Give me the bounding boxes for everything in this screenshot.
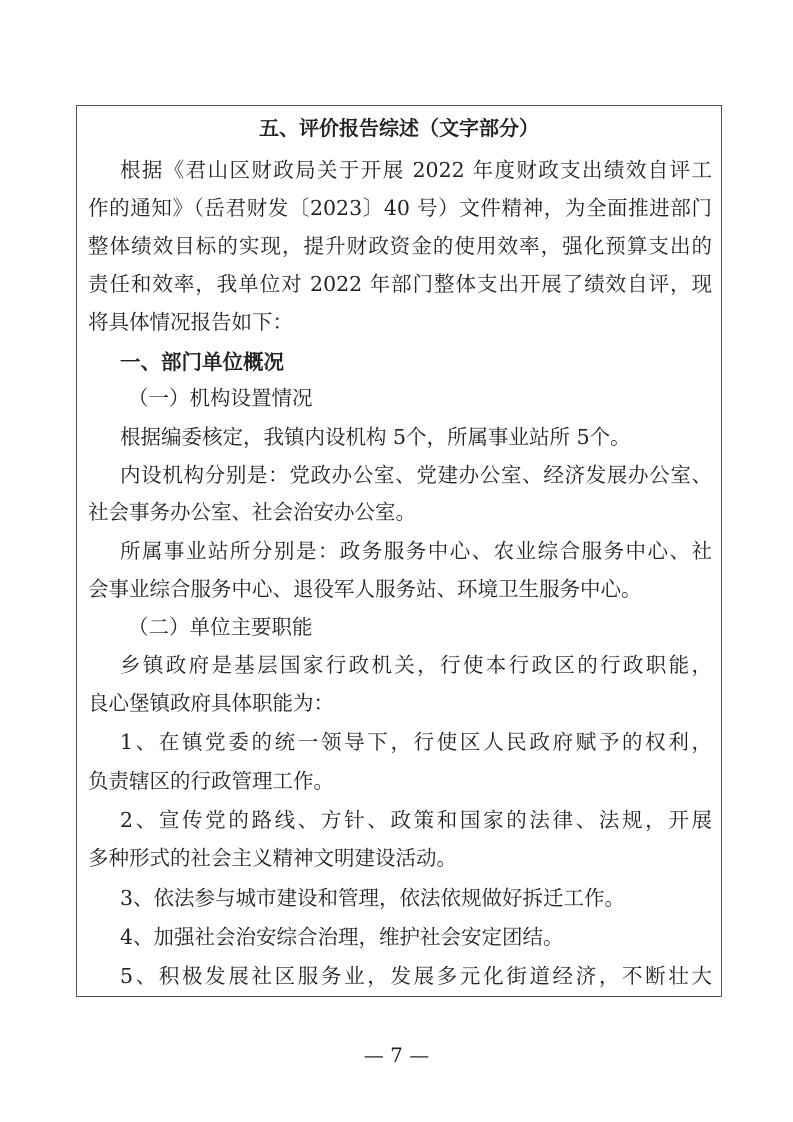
- paragraph-line: 根据《君山区财政局关于开展 2022 年度财政支出绩效自评工: [120, 158, 712, 182]
- subheading-organization: （一）机构设置情况: [128, 386, 313, 410]
- list-item-line: 4、加强社会治安综合治理，维护社会安定团结。: [120, 925, 564, 949]
- paragraph-line: 所属事业站所分别是：政务服务中心、农业综合服务中心、社: [120, 539, 712, 563]
- paragraph-line: 作的通知》（岳君财发〔2023〕40 号）文件精神，为全面推进部门: [88, 196, 712, 220]
- paragraph-line: 会事业综合服务中心、退役军人服务站、环境卫生服务中心。: [88, 577, 642, 601]
- paragraph-line: 社会事务办公室、社会治安办公室。: [88, 500, 416, 524]
- heading-department-overview: 一、部门单位概况: [120, 350, 284, 374]
- paragraph-line: 良心堡镇政府具体职能为：: [88, 691, 334, 715]
- paragraph-line: 内设机构分别是：党政办公室、党建办公室、经济发展办公室、: [120, 463, 712, 487]
- list-item-line: 1、在镇党委的统一领导下，行使区人民政府赋予的权利，: [120, 730, 712, 754]
- paragraph-line: 将具体情况报告如下：: [88, 310, 293, 334]
- section-title: 五、评价报告综述（文字部分）: [259, 116, 539, 140]
- paragraph-line: 根据编委核定，我镇内设机构 5个，所属事业站所 5个。: [120, 425, 631, 449]
- paragraph-line: 责任和效率，我单位对 2022 年部门整体支出开展了绩效自评，现: [88, 272, 712, 296]
- subheading-main-functions: （二）单位主要职能: [128, 615, 313, 639]
- paragraph-line: 整体绩效目标的实现，提升财政资金的使用效率，强化预算支出的: [88, 234, 712, 258]
- list-item-line: 多种形式的社会主义精神文明建设活动。: [88, 846, 457, 870]
- list-item-line: 3、依法参与城市建设和管理，依法依规做好拆迁工作。: [120, 886, 626, 910]
- list-item-line: 2、宣传党的路线、方针、政策和国家的法律、法规，开展: [120, 808, 712, 832]
- list-item-line: 5、积极发展社区服务业，发展多元化街道经济，不断壮大: [120, 964, 712, 988]
- paragraph-line: 乡镇政府是基层国家行政机关，行使本行政区的行政职能，: [120, 653, 712, 677]
- list-item-line: 负责辖区的行政管理工作。: [88, 769, 334, 793]
- page-number: — 7 —: [363, 1043, 430, 1067]
